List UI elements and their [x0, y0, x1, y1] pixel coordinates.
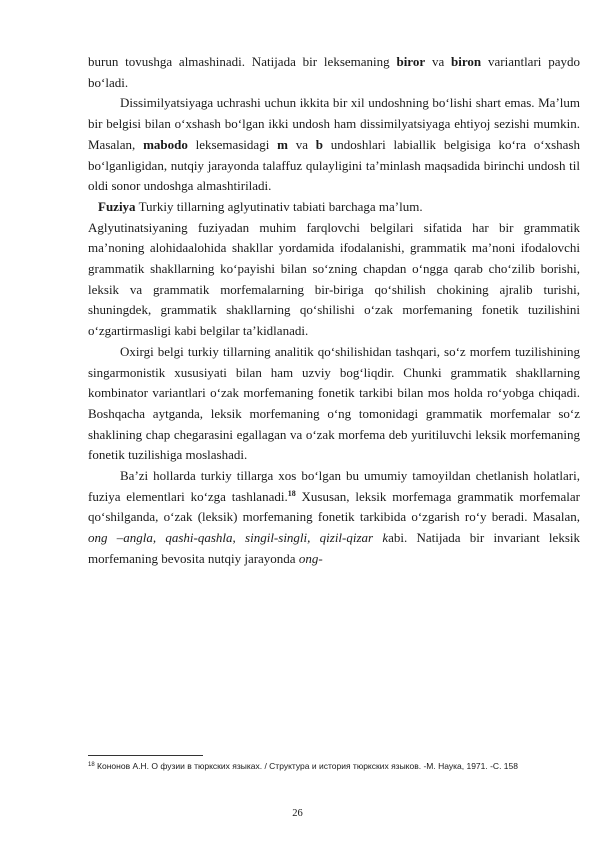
section-term-fuziya: Fuziya — [98, 198, 136, 214]
paragraph-5: Oxirgi belgi turkiy tillarning analitik qo‘shilishidan tashqari, so‘z morfem tuzilishining singarmonistik xususiyati bilan ham uzviy bog‘liqdir. Chunki grammatik shakllarning kombinator variantlari o‘zak morfemaning fonetik tarkibi bilan mos holda ro‘yobga chiqadi. Boshqacha aytganda, leksik morfemaning o‘ng tomonidagi grammatik morfemalar so‘z shaklining chap chegarasini egallagan va o‘zak morfema deb yuritiluvchi leksik morfemaning fonetik tuzilishiga moslashadi. — [88, 343, 580, 463]
paragraph-4: Aglyutinatsiyaning fuziyadan muhim farqlovchi belgilari sifatida har bir grammatik ma’noning alohidaalohida shakllar yordamida ifodalanishi, grammatik ma’noni ifodalovchi grammatik shakllarning ko‘payishi bilan so‘zning chapdan o‘ngga qarab cho‘zilib borishi, leksik va grammatik morfemalarning bir-biriga qo‘shilish chokining ajralib turishi, shuningdek, grammatik shakllarning qo‘shilishi o‘zak morfemaning fonetik tuzilishini o‘zgartirmasligi kabi belgilar ta’kidlanadi. — [88, 219, 580, 339]
footnote — [88, 759, 580, 773]
footnote-divider — [88, 755, 203, 756]
bold-term: m — [277, 136, 288, 152]
text-run: Turkiy tillarning aglyutinativ tabiati barchaga ma’lum. — [135, 198, 423, 214]
page-number: 26 — [292, 808, 303, 819]
footnote-reference[interactable]: 18 — [287, 488, 296, 498]
italic-examples: ong –angla, qashi-qashla, singil-singli, qizil-qizar k — [88, 530, 389, 546]
text-run: Xususan, leksik morfemaga grammatik morfemalar qo‘shilganda, o‘zak (leksik) morfemaning fonetik tarkibida o‘zgarish ro‘y beradi. Masalan, — [88, 488, 580, 525]
bold-term: biror — [396, 54, 426, 69]
bold-term: mabodo — [143, 136, 188, 152]
footnote-number: 18 — [88, 762, 95, 768]
text-run: Dissimilyatsiyaga uchrashi uchun ikkita bir xil undoshning bo‘lishi shart emas. Ma’lum bir belgisi bilan o‘xshash bo‘lgan ikki undosh ham dissimilyatsiyaga ehtiyoj sezishi mumkin. Masalan, — [88, 95, 580, 152]
text-run: variantlari paydo bo‘ladi. — [88, 54, 580, 90]
text-run: undoshlari labiallik belgisiga ko‘ra o‘xshash bo‘lganligidan, nutqiy jarayonda talaffuz qulayligini ta’minlash maqsadida birinchi undosh til oldi sonor undoshga almashtiriladi. — [88, 136, 580, 194]
footnote-text: Кононов А.Н. О фузии в тюркских языках. / Структура и история тюркских языков. -М. Наука, 1971. -С. 158 — [94, 761, 518, 771]
text-run: Ba’zi hollarda turkiy tillarga xos bo‘lgan bu umumiy tamoyildan chetlanish holatlari, fuziya elementlari ko‘zga tashlanadi. — [88, 468, 580, 504]
body-text — [88, 52, 580, 570]
italic-example: ong- — [298, 550, 323, 566]
text-run: va — [425, 54, 452, 69]
bold-term: biron — [451, 54, 482, 69]
paragraph-1 — [88, 52, 580, 93]
bold-term: b — [315, 136, 324, 152]
text-run: va — [287, 136, 316, 152]
text-run: abi. Natijada bir invariant leksik morfemaning bevosita nutqiy jarayonda — [88, 530, 580, 566]
paragraph-fuziya-heading — [88, 197, 580, 218]
text-run: leksemasidagi — [187, 136, 278, 152]
paragraph-2 — [88, 93, 580, 197]
text-run: burun tovushga almashinadi. Natijada bir leksemaning — [88, 54, 397, 69]
paragraph-6 — [88, 466, 580, 570]
